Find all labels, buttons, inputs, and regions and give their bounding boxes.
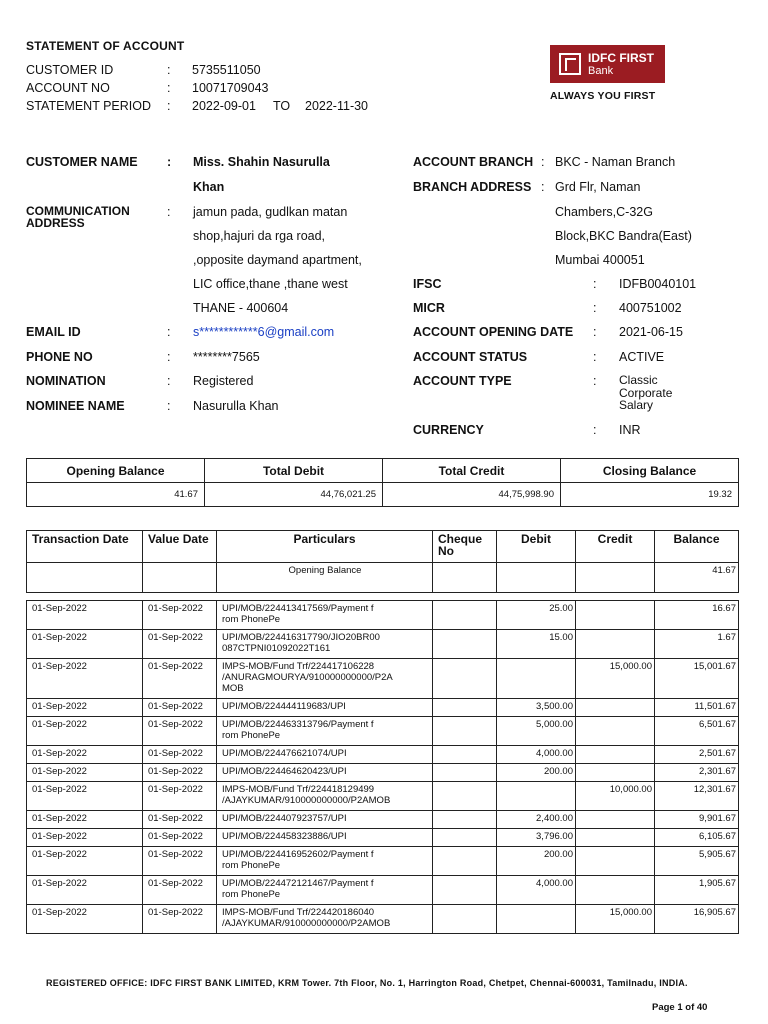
value-date-cell: 01-Sep-2022 — [143, 630, 217, 659]
account-type-line: Corporate — [619, 386, 673, 400]
ifsc-value: IDFB0040101 — [619, 277, 697, 291]
particulars-cell — [217, 847, 433, 876]
colon: : — [167, 63, 171, 77]
credit-cell: 10,000.00 — [576, 782, 655, 811]
credit-cell — [576, 811, 655, 829]
table-cell — [143, 563, 217, 593]
debit-cell: 200.00 — [497, 764, 576, 782]
transactions-table — [26, 530, 739, 934]
address-line: shop,hajuri da rga road, — [193, 229, 326, 243]
col-header-credit: Credit — [576, 531, 655, 563]
table-cell — [576, 593, 655, 601]
transaction-date-cell: 01-Sep-2022 — [27, 847, 143, 876]
value-date-cell: 01-Sep-2022 — [143, 811, 217, 829]
table-cell — [497, 563, 576, 593]
particulars-line: UPI/MOB/224458323886/UPI — [222, 831, 347, 842]
colon: : — [593, 350, 597, 364]
particulars-line: /ANURAGMOURYA/910000000000/P2A — [222, 672, 393, 683]
particulars-line: UPI/MOB/224416317790/JIO20BR00 — [222, 632, 380, 643]
credit-cell: 15,000.00 — [576, 905, 655, 934]
email-label: EMAIL ID — [26, 325, 81, 339]
account-branch-value: BKC - Naman Branch — [555, 155, 676, 169]
table-cell — [143, 593, 217, 601]
particulars-cell — [217, 659, 433, 699]
opening-balance-label: Opening Balance — [217, 563, 433, 593]
account-type-label: ACCOUNT TYPE — [413, 374, 512, 388]
cheque-no-cell — [433, 905, 497, 934]
balance-cell: 1.67 — [655, 630, 739, 659]
colon: : — [167, 399, 171, 413]
colon: : — [593, 277, 597, 291]
bank-logo-icon — [559, 53, 581, 75]
table-row — [27, 764, 739, 782]
statement-title: STATEMENT OF ACCOUNT — [26, 39, 185, 53]
summary-header-cell: Opening Balance — [27, 459, 205, 483]
colon: : — [167, 205, 171, 219]
credit-cell — [576, 764, 655, 782]
transaction-date-cell: 01-Sep-2022 — [27, 659, 143, 699]
cheque-no-cell — [433, 829, 497, 847]
period-from: 2022-09-01 — [192, 99, 256, 113]
credit-cell — [576, 630, 655, 659]
table-row — [27, 630, 739, 659]
particulars-line: MOB — [222, 683, 244, 694]
table-row — [27, 717, 739, 746]
ifsc-label: IFSC — [413, 277, 442, 291]
bank-logo — [550, 45, 665, 83]
value-date-cell: 01-Sep-2022 — [143, 782, 217, 811]
debit-cell: 5,000.00 — [497, 717, 576, 746]
transaction-date-cell: 01-Sep-2022 — [27, 829, 143, 847]
summary-header-row — [27, 459, 739, 483]
particulars-cell — [217, 905, 433, 934]
account-opening-date-label: ACCOUNT OPENING DATE — [413, 325, 574, 339]
value-date-cell: 01-Sep-2022 — [143, 717, 217, 746]
credit-cell — [576, 847, 655, 876]
credit-cell — [576, 717, 655, 746]
summary-value-cell: 19.32 — [561, 483, 739, 507]
col-header-cheque-line2: No — [438, 544, 454, 558]
particulars-line: rom PhonePe — [222, 614, 281, 625]
cheque-no-cell — [433, 764, 497, 782]
period-to-label: TO — [273, 99, 291, 113]
opening-balance-value: 41.67 — [655, 563, 739, 593]
value-date-cell: 01-Sep-2022 — [143, 659, 217, 699]
summary-header-cell: Total Credit — [383, 459, 561, 483]
account-no-label: ACCOUNT NO — [26, 81, 110, 95]
balance-summary-table — [26, 458, 739, 507]
cheque-no-cell — [433, 876, 497, 905]
particulars-line: rom PhonePe — [222, 730, 281, 741]
cheque-no-cell — [433, 811, 497, 829]
transactions-header-row — [27, 531, 739, 563]
summary-value-cell: 41.67 — [27, 483, 205, 507]
nominee-value: Nasurulla Khan — [193, 399, 279, 413]
summary-value-row — [27, 483, 739, 507]
balance-cell: 16,905.67 — [655, 905, 739, 934]
statement-period-label: STATEMENT PERIOD — [26, 99, 152, 113]
email-value[interactable]: s************6@gmail.com — [193, 325, 335, 339]
balance-cell: 1,905.67 — [655, 876, 739, 905]
colon: : — [167, 81, 171, 95]
debit-cell: 3,500.00 — [497, 699, 576, 717]
colon: : — [593, 301, 597, 315]
branch-address-line: Chambers,C-32G — [555, 205, 653, 219]
summary-header-cell: Total Debit — [205, 459, 383, 483]
debit-cell: 15.00 — [497, 630, 576, 659]
particulars-line: UPI/MOB/224416952602/Payment f — [222, 849, 374, 860]
opening-balance-row — [27, 563, 739, 593]
particulars-line: rom PhonePe — [222, 860, 281, 871]
particulars-line: IMPS-MOB/Fund Trf/224418129499 — [222, 784, 375, 795]
particulars-cell — [217, 782, 433, 811]
colon: : — [593, 423, 597, 437]
address-line: ,opposite daymand apartment, — [193, 253, 362, 267]
balance-cell: 16.67 — [655, 601, 739, 630]
balance-cell: 9,901.67 — [655, 811, 739, 829]
nomination-label: NOMINATION — [26, 374, 106, 388]
table-cell — [655, 593, 739, 601]
branch-address-line: Grd Flr, Naman — [555, 180, 641, 194]
balance-cell: 6,105.67 — [655, 829, 739, 847]
transaction-date-cell: 01-Sep-2022 — [27, 699, 143, 717]
customer-id-label: CUSTOMER ID — [26, 63, 114, 77]
particulars-line: /AJAYKUMAR/910000000000/P2AMOB — [222, 795, 391, 806]
value-date-cell: 01-Sep-2022 — [143, 829, 217, 847]
colon: : — [541, 155, 545, 169]
balance-cell: 6,501.67 — [655, 717, 739, 746]
particulars-line: UPI/MOB/224464620423/UPI — [222, 766, 347, 777]
value-date-cell: 01-Sep-2022 — [143, 876, 217, 905]
colon: : — [167, 325, 171, 339]
phone-label: PHONE NO — [26, 350, 93, 364]
table-row — [27, 829, 739, 847]
transaction-date-cell: 01-Sep-2022 — [27, 905, 143, 934]
page-number: Page 1 of 40 — [652, 1002, 708, 1013]
value-date-cell: 01-Sep-2022 — [143, 699, 217, 717]
balance-cell: 15,001.67 — [655, 659, 739, 699]
value-date-cell: 01-Sep-2022 — [143, 905, 217, 934]
table-cell — [27, 563, 143, 593]
value-date-cell: 01-Sep-2022 — [143, 601, 217, 630]
cheque-no-cell — [433, 601, 497, 630]
particulars-line: 087CTPNI01092022T161 — [222, 643, 331, 654]
customer-name-line2: Khan — [193, 180, 225, 194]
value-date-cell: 01-Sep-2022 — [143, 746, 217, 764]
credit-cell — [576, 601, 655, 630]
particulars-line: UPI/MOB/224444119683/UPI — [222, 701, 346, 712]
credit-cell — [576, 699, 655, 717]
col-header-particulars: Particulars — [217, 531, 433, 563]
cheque-no-cell — [433, 847, 497, 876]
colon: : — [593, 325, 597, 339]
cheque-no-cell — [433, 782, 497, 811]
table-cell — [576, 563, 655, 593]
communication-label-2: ADDRESS — [26, 216, 85, 230]
colon: : — [167, 155, 172, 169]
table-row — [27, 601, 739, 630]
col-header-debit: Debit — [497, 531, 576, 563]
debit-cell: 4,000.00 — [497, 876, 576, 905]
table-row — [27, 811, 739, 829]
micr-value: 400751002 — [619, 301, 682, 315]
balance-cell: 11,501.67 — [655, 699, 739, 717]
debit-cell — [497, 782, 576, 811]
summary-value-cell: 44,75,998.90 — [383, 483, 561, 507]
bank-tagline: ALWAYS YOU FIRST — [550, 90, 656, 102]
table-cell — [497, 593, 576, 601]
particulars-cell — [217, 717, 433, 746]
communication-label-1: COMMUNICATION — [26, 204, 130, 218]
particulars-cell — [217, 601, 433, 630]
colon: : — [167, 374, 171, 388]
colon: : — [541, 180, 545, 194]
debit-cell: 4,000.00 — [497, 746, 576, 764]
particulars-line: UPI/MOB/224476621074/UPI — [222, 748, 347, 759]
bank-logo-line2: Bank — [588, 65, 614, 77]
particulars-cell — [217, 811, 433, 829]
address-line: LIC office,thane ,thane west — [193, 277, 348, 291]
table-cell — [433, 593, 497, 601]
particulars-line: UPI/MOB/224472121467/Payment f — [222, 878, 374, 889]
account-branch-label: ACCOUNT BRANCH — [413, 155, 534, 169]
account-no-value: 10071709043 — [192, 81, 269, 95]
credit-cell — [576, 876, 655, 905]
colon: : — [593, 374, 597, 388]
address-line: jamun pada, gudlkan matan — [193, 205, 348, 219]
bank-logo-line1: IDFC FIRST — [588, 51, 654, 65]
particulars-line: /AJAYKUMAR/910000000000/P2AMOB — [222, 918, 391, 929]
transaction-date-cell: 01-Sep-2022 — [27, 746, 143, 764]
transaction-date-cell: 01-Sep-2022 — [27, 811, 143, 829]
particulars-cell — [217, 764, 433, 782]
address-line: THANE - 400604 — [193, 301, 289, 315]
table-gap-row — [27, 593, 739, 601]
balance-cell: 2,501.67 — [655, 746, 739, 764]
account-type-line: Salary — [619, 398, 654, 412]
cheque-no-cell — [433, 717, 497, 746]
col-header-balance: Balance — [655, 531, 739, 563]
debit-cell: 3,796.00 — [497, 829, 576, 847]
table-cell — [433, 563, 497, 593]
summary-header-cell: Closing Balance — [561, 459, 739, 483]
table-row — [27, 782, 739, 811]
cheque-no-cell — [433, 746, 497, 764]
cheque-no-cell — [433, 699, 497, 717]
account-status-value: ACTIVE — [619, 350, 665, 364]
table-row — [27, 659, 739, 699]
transaction-date-cell: 01-Sep-2022 — [27, 764, 143, 782]
period-to: 2022-11-30 — [305, 99, 369, 113]
particulars-cell — [217, 829, 433, 847]
branch-address-line: Mumbai 400051 — [555, 253, 645, 267]
col-header-transaction-date: Transaction Date — [27, 531, 143, 563]
table-row — [27, 876, 739, 905]
particulars-cell — [217, 876, 433, 905]
value-date-cell: 01-Sep-2022 — [143, 764, 217, 782]
table-row — [27, 699, 739, 717]
colon: : — [167, 350, 171, 364]
phone-value: ********7565 — [193, 350, 260, 364]
nomination-value: Registered — [193, 374, 254, 388]
table-cell — [217, 593, 433, 601]
credit-cell — [576, 746, 655, 764]
particulars-cell — [217, 746, 433, 764]
customer-name-label: CUSTOMER NAME — [26, 155, 138, 169]
col-header-value-date: Value Date — [143, 531, 217, 563]
debit-cell: 2,400.00 — [497, 811, 576, 829]
debit-cell — [497, 659, 576, 699]
particulars-cell — [217, 630, 433, 659]
cheque-no-cell — [433, 630, 497, 659]
transaction-date-cell: 01-Sep-2022 — [27, 601, 143, 630]
particulars-line: UPI/MOB/224407923757/UPI — [222, 813, 347, 824]
particulars-line: rom PhonePe — [222, 889, 281, 900]
table-cell — [27, 593, 143, 601]
currency-label: CURRENCY — [413, 423, 484, 437]
customer-name-line1: Miss. Shahin Nasurulla — [193, 155, 330, 169]
branch-address-label: BRANCH ADDRESS — [413, 180, 532, 194]
credit-cell: 15,000.00 — [576, 659, 655, 699]
customer-id-value: 5735511050 — [192, 63, 261, 77]
col-header-cheque-line1: Cheque — [438, 532, 483, 546]
transaction-date-cell: 01-Sep-2022 — [27, 782, 143, 811]
table-row — [27, 847, 739, 876]
credit-cell — [576, 829, 655, 847]
debit-cell: 25.00 — [497, 601, 576, 630]
registered-office-footer: REGISTERED OFFICE: IDFC FIRST BANK LIMITED, KRM Tower. 7th Floor, No. 1, Harrington Road, Chetpet, Chennai-600031, Tamilnadu, INDIA. — [46, 978, 688, 988]
particulars-line: UPI/MOB/224413417569/Payment f — [222, 603, 374, 614]
transaction-date-cell: 01-Sep-2022 — [27, 630, 143, 659]
nominee-label: NOMINEE NAME — [26, 399, 125, 413]
account-status-label: ACCOUNT STATUS — [413, 350, 528, 364]
account-type-line: Classic — [619, 373, 658, 387]
account-opening-date-value: 2021-06-15 — [619, 325, 683, 339]
transaction-date-cell: 01-Sep-2022 — [27, 717, 143, 746]
col-header-cheque-no — [433, 531, 497, 563]
summary-value-cell: 44,76,021.25 — [205, 483, 383, 507]
value-date-cell: 01-Sep-2022 — [143, 847, 217, 876]
micr-label: MICR — [413, 301, 445, 315]
cheque-no-cell — [433, 659, 497, 699]
table-row — [27, 746, 739, 764]
particulars-line: IMPS-MOB/Fund Trf/224417106228 — [222, 661, 375, 672]
table-row — [27, 905, 739, 934]
transaction-date-cell: 01-Sep-2022 — [27, 876, 143, 905]
branch-address-line: Block,BKC Bandra(East) — [555, 229, 692, 243]
currency-value: INR — [619, 423, 641, 437]
balance-cell: 12,301.67 — [655, 782, 739, 811]
debit-cell — [497, 905, 576, 934]
debit-cell: 200.00 — [497, 847, 576, 876]
particulars-line: UPI/MOB/224463313796/Payment f — [222, 719, 374, 730]
colon: : — [167, 99, 171, 113]
particulars-cell — [217, 699, 433, 717]
balance-cell: 5,905.67 — [655, 847, 739, 876]
balance-cell: 2,301.67 — [655, 764, 739, 782]
particulars-line: IMPS-MOB/Fund Trf/224420186040 — [222, 907, 375, 918]
